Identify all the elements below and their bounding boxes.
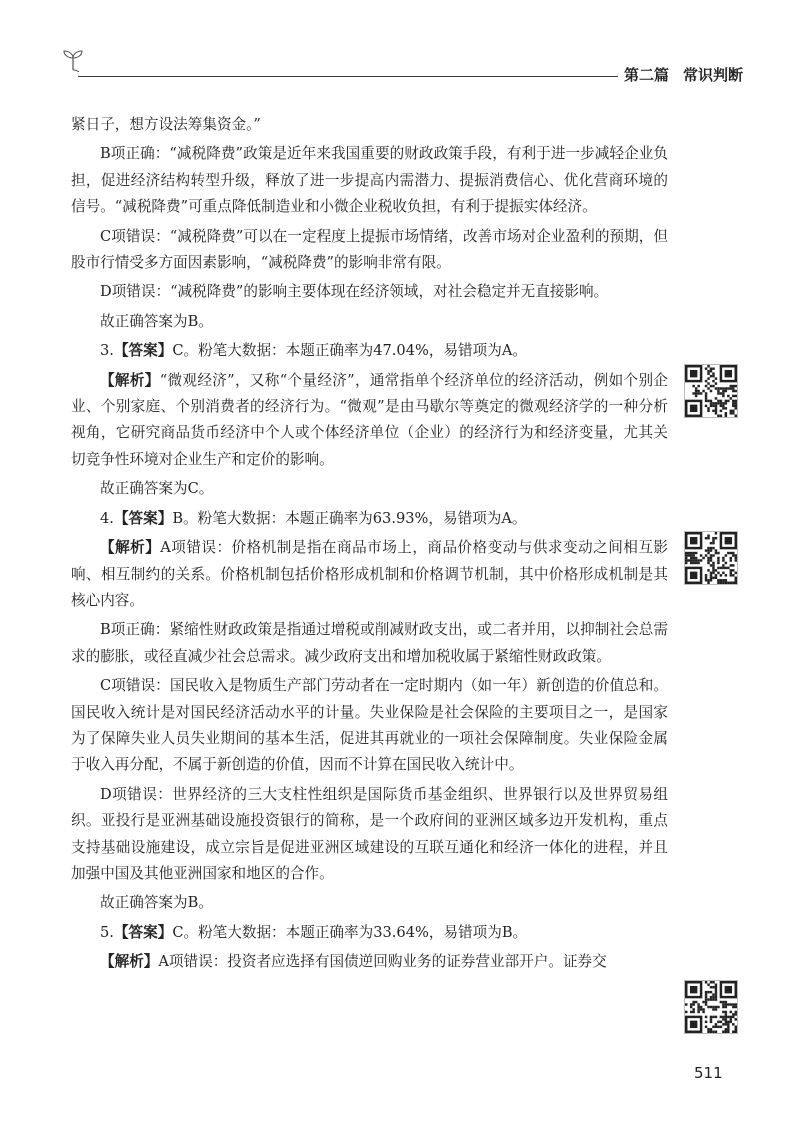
q4-analysis-text: A项错误：价格机制是指在商品市场上，商品价格变动与供求变动之间相互影响、相互制约的关系。价格机制包括价格形成机制和价格调节机制，其中价格形成机制是其核心内容。 xyxy=(71,539,668,609)
paragraph: B项正确：“减税降费”政策是近年来我国重要的财政政策手段，有利于进一步减轻企业负担，促进经济结构转型升级，释放了进一步提高内需潜力、提振消费信心、优化营商环境的信号。“减税降费”可重点降低制造业和小微企业税收负担，有利于提振实体经济。 xyxy=(71,145,668,216)
answer-tag: 【答案】 xyxy=(113,342,173,360)
q4-option-d: D项错误：世界经济的三大支柱性组织是国际货币基金组织、世界银行以及世界贸易组织。亚投行是亚洲基础设施投资银行的简称，是一个政府间的亚洲区域多边开发机构，重点支持基础设施建设，成立宗旨是促进亚洲区域建设的互联互通化和经济一体化的进程，并且加强中国及其他亚洲国家和地区的合作。 xyxy=(71,785,668,882)
header-rule xyxy=(78,76,618,77)
q5-num: 5. xyxy=(100,923,114,941)
header-section: 常识判断 xyxy=(683,66,744,84)
analysis-tag: 【解析】 xyxy=(100,953,159,971)
q5-analysis-text: A项错误：投资者应选择有国债逆回购业务的证券营业部开户。证券交 xyxy=(158,953,607,971)
q3-answer-text: C。粉笔大数据：本题正确率为47.04%，易错项为A。 xyxy=(172,342,527,360)
q3-conclusion: 故正确答案为C。 xyxy=(100,480,214,498)
q5-analysis xyxy=(71,949,668,975)
q4-answer xyxy=(71,506,668,532)
page-body xyxy=(71,112,668,979)
answer-tag: 【答案】 xyxy=(113,923,173,941)
analysis-tag: 【解析】 xyxy=(100,539,161,557)
q4-option-b: B项正确：紧缩性财政政策是指通过增税或削减财政支出，或二者并用，以抑制社会总需求的膨胀，或径直减少社会总需求。减少政府支出和增加税收属于紧缩性财政政策。 xyxy=(71,621,668,665)
sprout-icon xyxy=(62,48,84,72)
q3-analysis-text: “微观经济”，又称“个量经济”，通常指单个经济单位的经济活动，例如个别企业、个别家庭、个别消费者的经济行为。“微观”是由马歇尔等奠定的微观经济学的一种分析视角，它研究商品货币经济中个人或个体经济单位（企业）的经济行为和经济变量，尤其关切竞争性环境对企业生产和定价的影响。 xyxy=(71,371,668,468)
paragraph: D项错误：“减税降费”的影响主要体现在经济领域，对社会稳定并无直接影响。 xyxy=(100,283,609,301)
q5-answer-text: C。粉笔大数据：本题正确率为33.64%，易错项为B。 xyxy=(172,923,528,941)
q3-answer xyxy=(71,338,668,364)
paragraph: 故正确答案为B。 xyxy=(100,312,213,330)
paragraph: 紧日子，想方设法筹集资金。” xyxy=(71,116,261,133)
q4-conclusion: 故正确答案为B。 xyxy=(100,894,213,912)
qr-code-icon[interactable] xyxy=(684,364,738,418)
qr-code-icon[interactable] xyxy=(684,531,738,585)
header-title xyxy=(624,64,743,85)
q4-answer-text: B。粉笔大数据：本题正确率为63.93%，易错项为A。 xyxy=(172,509,527,527)
analysis-tag: 【解析】 xyxy=(100,371,160,389)
q4-analysis xyxy=(71,535,668,614)
answer-tag: 【答案】 xyxy=(113,509,173,527)
q4-num: 4. xyxy=(100,509,114,527)
qr-code-icon[interactable] xyxy=(684,980,738,1034)
q3-analysis xyxy=(71,368,668,474)
q3-num: 3. xyxy=(100,342,114,360)
paragraph: C项错误：“减税降费”可以在一定程度上提振市场情绪，改善市场对企业盈利的预期，但股市行情受多方面因素影响，“减税降费”的影响非常有限。 xyxy=(71,227,668,272)
page-number: 511 xyxy=(694,1064,723,1082)
header-part: 第二篇 xyxy=(624,66,670,84)
q5-answer xyxy=(71,920,668,946)
page-header xyxy=(0,0,800,95)
q4-option-c: C项错误：国民收入是物质生产部门劳动者在一定时期内（如一年）新创造的价值总和。国民收入统计是对国民经济活动水平的计量。失业保险是社会保险的主要项目之一，是国家为了保障失业人员失业期间的基本生活，促进其再就业的一项社会保障制度。失业保险金属于收入再分配，不属于新创造的价值，因而不计算在国民收入统计中。 xyxy=(71,677,668,774)
